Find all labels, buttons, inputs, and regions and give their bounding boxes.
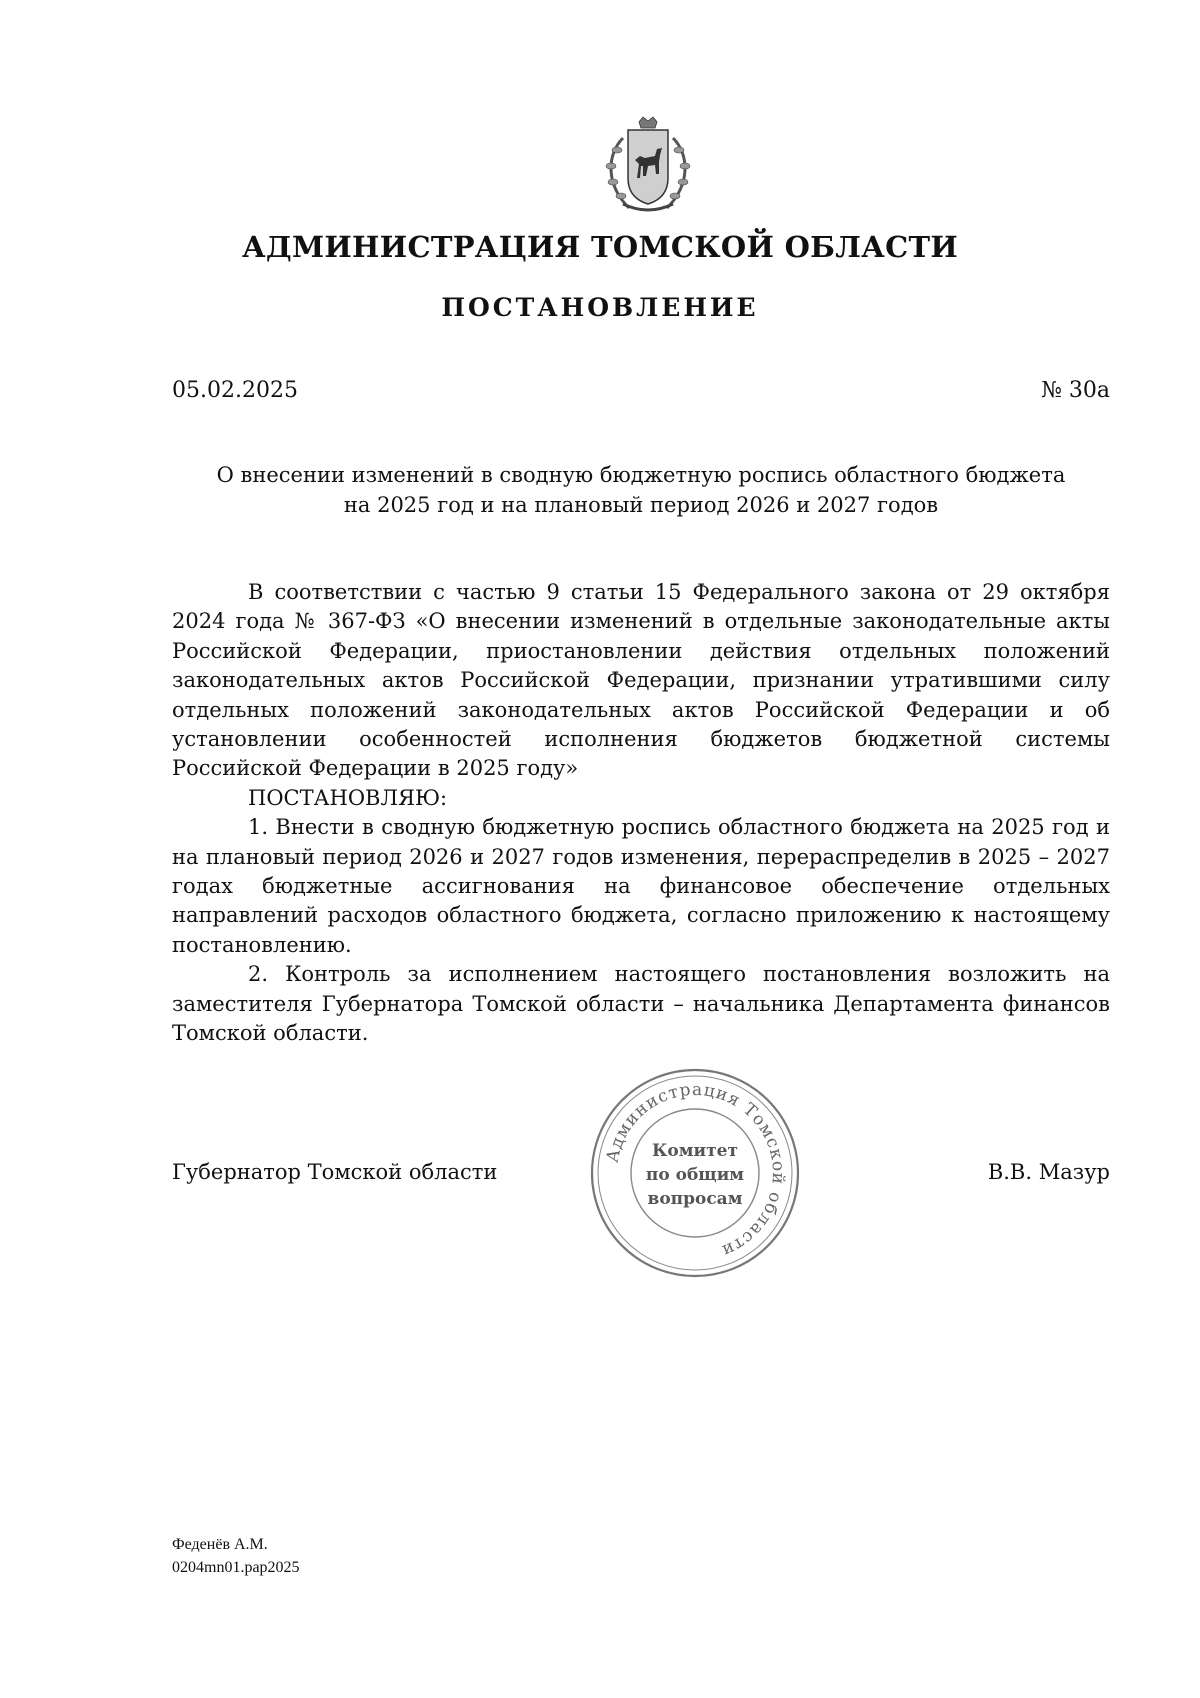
- signer-name: В.В. Мазур: [987, 1160, 1110, 1184]
- document-date: 05.02.2025: [172, 378, 298, 403]
- preamble-paragraph: В соответствии с частью 9 статьи 15 Федерального закона от 29 октября 2024 года № 367-ФЗ «О внесении изменений в отдельные законодательные акты Российской Федерации, приостановлении действия отдельных положений законодательных актов Российской Федерации, признании утратившими силу отдельных положений законодательных актов Российской Федерации и об установлении особенностей исполнения бюджетов бюджетной системы Российской Федерации в 2025 году»: [172, 580, 1110, 781]
- decree-word: ПОСТАНОВЛЯЮ:: [248, 785, 448, 810]
- subject-line-2: на 2025 год и на плановый период 2026 и 2027 годов: [343, 493, 939, 517]
- signer-position: Губернатор Томской области: [172, 1160, 498, 1184]
- document-number: № 30а: [1041, 378, 1110, 403]
- official-stamp: [585, 1063, 805, 1283]
- stamp-center-line-1: Комитет: [651, 1141, 739, 1161]
- item-2-paragraph: 2. Контроль за исполнением настоящего постановления возложить на заместителя Губернатора Томской области – начальника Департамента финансов Томской области.: [172, 962, 1110, 1046]
- stamp-center-line-2: по общим: [645, 1165, 745, 1185]
- file-code: 0204mn01.pap2025: [172, 1559, 300, 1576]
- organization-title: АДМИНИСТРАЦИЯ ТОМСКОЙ ОБЛАСТИ: [241, 230, 959, 264]
- subject-line-1: О внесении изменений в сводную бюджетную роспись областного бюджета: [216, 463, 1066, 487]
- document-body: [172, 578, 1110, 1049]
- coat-of-arms-icon: [593, 116, 703, 216]
- document-subject: [172, 460, 1110, 520]
- document-type: ПОСТАНОВЛЕНИЕ: [441, 293, 759, 322]
- stamp-ring-text: Администрация Томской области: [602, 1079, 789, 1261]
- executor-name: Феденёв А.М.: [172, 1536, 268, 1553]
- footer-block: [172, 1533, 300, 1579]
- item-1-paragraph: 1. Внести в сводную бюджетную роспись областного бюджета на 2025 год и на плановый период 2026 и 2027 годов изменения, перераспределив в 2025 – 2027 годах бюджетные ассигнования на финансовое обеспечение отдельных направлений расходов областного бюджета, согласно приложению к настоящему постановлению.: [172, 815, 1110, 957]
- stamp-center-line-3: вопросам: [647, 1189, 743, 1209]
